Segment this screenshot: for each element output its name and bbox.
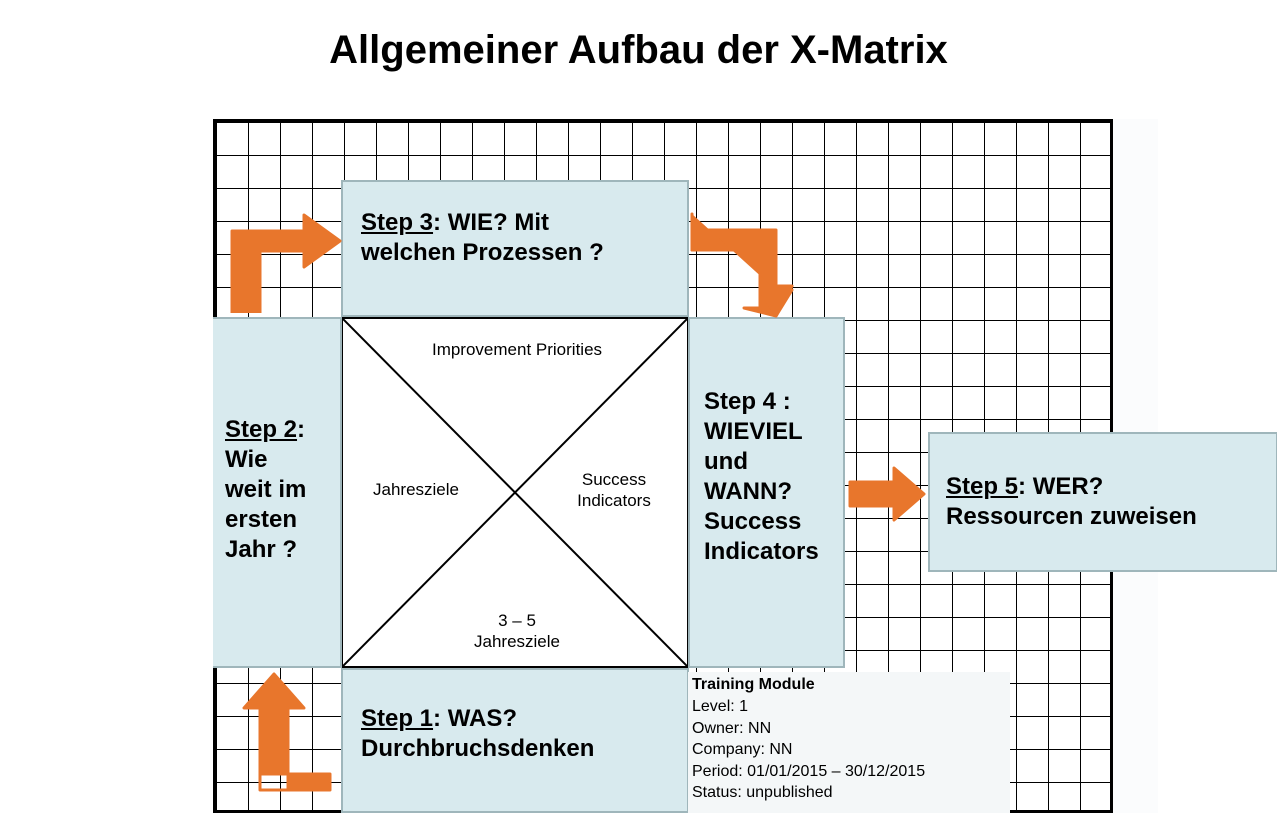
step-2-line4: ersten	[225, 506, 298, 533]
center-bottom-label-line2: Jahresziele	[474, 631, 560, 651]
training-module-company: Company: NN	[692, 741, 793, 759]
step-4-label: Step 4 :	[704, 388, 791, 415]
step-2-line3: weit im	[225, 476, 307, 503]
page-title: Allgemeiner Aufbau der X-Matrix	[329, 28, 948, 72]
training-module-period: Period: 01/01/2015 – 30/12/2015	[692, 762, 926, 780]
step-2-box[interactable]	[213, 317, 342, 668]
step-2-line2: Wie	[225, 446, 268, 473]
step-1-text	[343, 670, 687, 764]
training-module-level: Level: 1	[692, 698, 749, 715]
training-module-title: Training Module	[692, 676, 815, 693]
step-3-text	[343, 182, 687, 268]
step-1-line2: Durchbruchsdenken	[361, 735, 595, 762]
step-3-box[interactable]	[341, 180, 689, 317]
x-matrix-center	[341, 317, 689, 668]
step-4-box[interactable]	[688, 317, 845, 668]
arrow-elbow-right-down-icon	[690, 212, 802, 323]
training-module-owner: Owner: NN	[692, 719, 772, 737]
step-5-text	[930, 434, 1276, 532]
grid-line-horizontal	[216, 155, 1110, 156]
step-2-colon: :	[297, 416, 306, 443]
step-4-text	[690, 319, 843, 567]
step-2-label: Step 2	[225, 416, 298, 443]
step-4-line3: und	[704, 448, 748, 475]
step-5-line1: : WER?	[1018, 473, 1104, 500]
center-bottom-label	[343, 610, 691, 653]
arrow-elbow-up-right-icon	[230, 213, 342, 318]
step-3-label: Step 3	[361, 209, 434, 236]
arrow-elbow-up-icon	[232, 672, 344, 797]
step-5-line2: Ressourcen zuweisen	[946, 503, 1197, 530]
step-3-line1: : WIE? Mit	[433, 209, 549, 236]
step-4-line5: Success	[704, 508, 802, 535]
step-1-label: Step 1	[361, 705, 434, 732]
training-module-status: Status: unpublished	[692, 784, 833, 802]
center-right-label	[549, 469, 679, 512]
center-left-label: Jahresziele	[373, 480, 459, 499]
center-right-label-line1: Success	[581, 470, 647, 489]
step-2-text	[213, 319, 340, 565]
training-module-panel	[688, 672, 1010, 813]
grid-line-horizontal	[216, 122, 1110, 123]
step-5-box[interactable]	[928, 432, 1277, 572]
step-4-line6: Indicators	[704, 538, 819, 565]
center-top-label: Improvement Priorities	[431, 340, 603, 359]
step-3-line2: welchen Prozessen ?	[361, 239, 604, 266]
step-1-line1: : WAS?	[433, 705, 518, 732]
center-bottom-label-line1: 3 – 5	[498, 610, 536, 630]
step-1-box[interactable]	[341, 668, 689, 813]
arrow-right-icon	[848, 466, 926, 527]
step-4-line4: WANN?	[704, 478, 792, 505]
center-right-label-line2: Indicators	[577, 491, 651, 511]
step-2-line5: Jahr ?	[225, 536, 298, 563]
step-4-line2: WIEVIEL	[704, 418, 803, 445]
step-5-label: Step 5	[946, 473, 1019, 500]
